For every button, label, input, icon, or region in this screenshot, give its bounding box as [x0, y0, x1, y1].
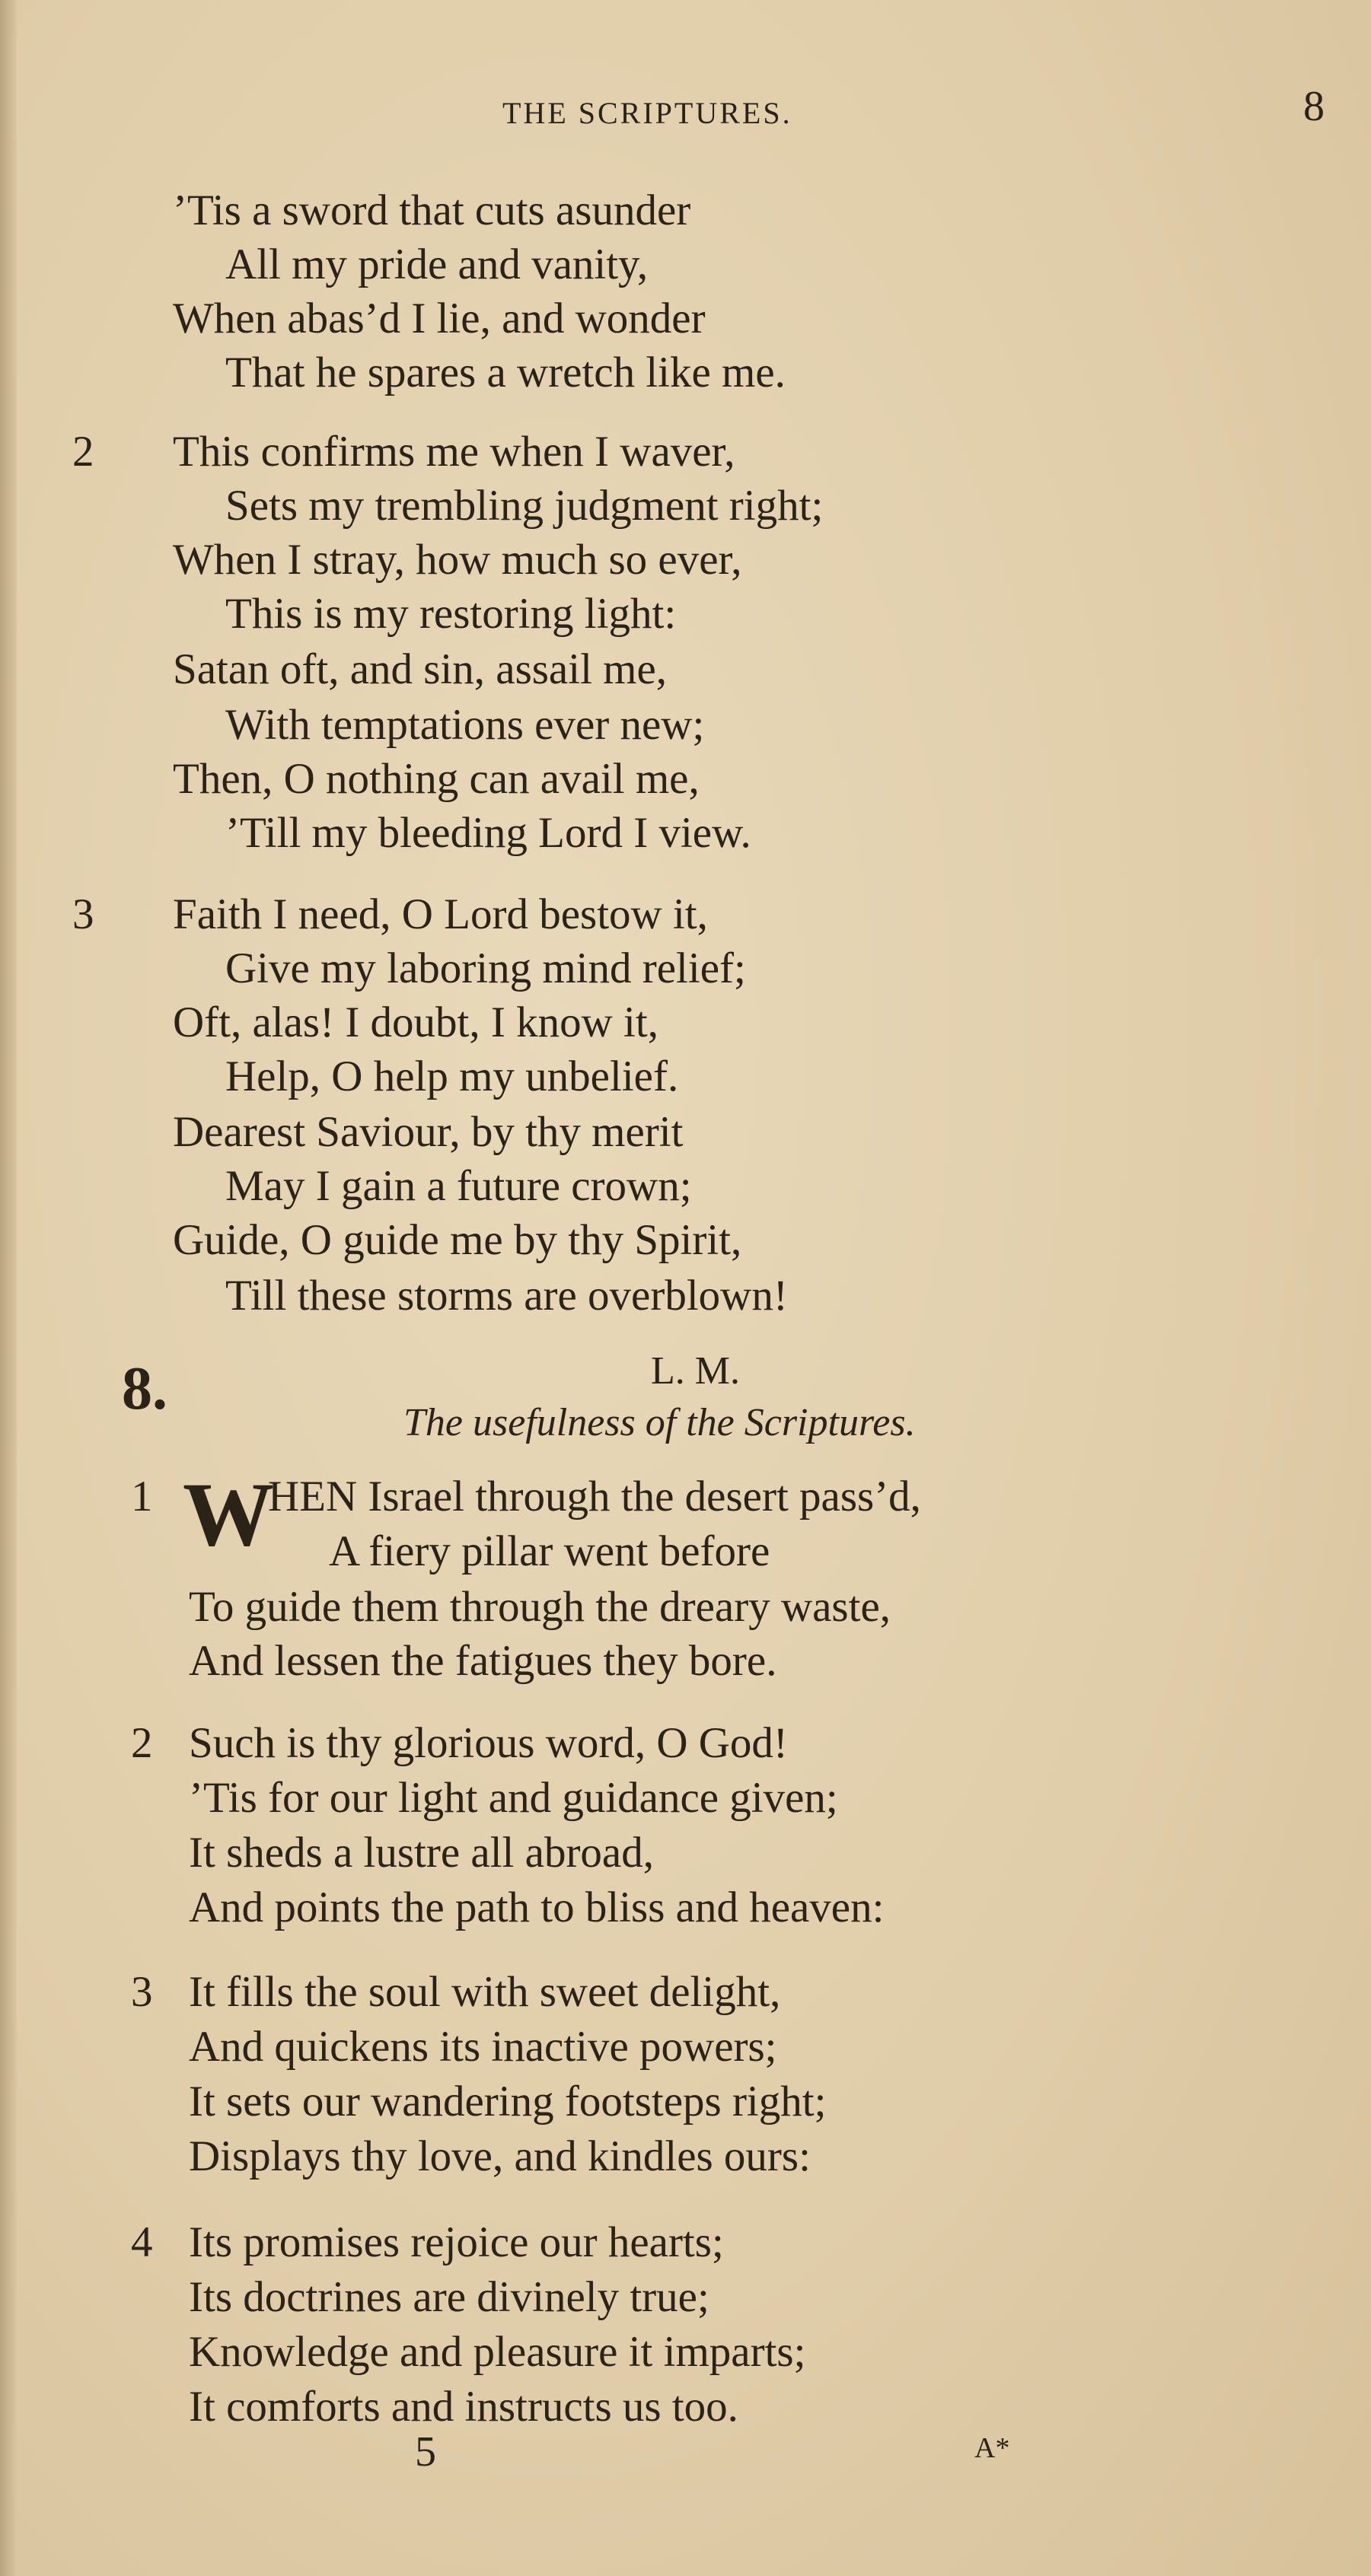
- verse-line: This confirms me when I waver,: [173, 428, 735, 476]
- verse-line: It fills the soul with sweet delight,: [189, 1968, 781, 2016]
- verse-line: When abas’d I lie, and wonder: [173, 295, 706, 342]
- verse-line: Its doctrines are divinely true;: [189, 2273, 709, 2321]
- page-number: 8: [1303, 83, 1325, 130]
- signature-number: 5: [415, 2428, 436, 2476]
- verse-line: May I gain a future crown;: [225, 1162, 692, 1210]
- stanza-number: 3: [131, 1968, 153, 2016]
- verse-line: ’Till my bleeding Lord I view.: [225, 809, 751, 857]
- verse-line: A fiery pillar went before: [329, 1527, 770, 1575]
- running-title: THE SCRIPTURES.: [502, 96, 792, 130]
- verse-line: ’Tis a sword that cuts asunder: [173, 186, 691, 234]
- verse-line: And lessen the fatigues they bore.: [189, 1637, 777, 1685]
- verse-line: It comforts and instructs us too.: [189, 2383, 738, 2431]
- verse-line: That he spares a wretch like me.: [225, 349, 786, 396]
- verse-line: Such is thy glorious word, O God!: [189, 1719, 788, 1767]
- signature-mark: A*: [974, 2432, 1010, 2464]
- verse-line: Till these storms are overblown!: [225, 1272, 788, 1320]
- page-edge: [0, 0, 17, 2576]
- hymn-meter: L. M.: [651, 1349, 740, 1393]
- drop-cap: W: [183, 1463, 274, 1565]
- verse-line: All my pride and vanity,: [225, 240, 649, 288]
- stanza-number: 2: [131, 1719, 153, 1767]
- verse-line: Oft, alas! I doubt, I know it,: [173, 998, 658, 1046]
- stanza-number: 1: [131, 1473, 153, 1520]
- verse-line: Then, O nothing can avail me,: [173, 755, 700, 803]
- verse-line: When I stray, how much so ever,: [173, 536, 742, 584]
- verse-line: With temptations ever new;: [225, 701, 705, 749]
- verse-line: And quickens its inactive powers;: [189, 2023, 777, 2071]
- verse-line: It sheds a lustre all abroad,: [189, 1829, 654, 1877]
- stanza-number: 4: [131, 2218, 153, 2266]
- verse-line: This is my restoring light:: [225, 590, 677, 638]
- verse-line: And points the path to bliss and heaven:: [189, 1883, 885, 1931]
- verse-line: Give my laboring mind relief;: [225, 944, 746, 992]
- verse-line: HEN Israel through the desert pass’d,: [268, 1473, 921, 1520]
- verse-line: Guide, O guide me by thy Spirit,: [173, 1216, 742, 1264]
- verse-line: Satan oft, and sin, assail me,: [173, 645, 668, 693]
- verse-line: Sets my trembling judgment right;: [225, 482, 824, 530]
- verse-line: Dearest Saviour, by thy merit: [173, 1108, 684, 1156]
- verse-line: Its promises rejoice our hearts;: [189, 2218, 724, 2266]
- stanza-number: 3: [72, 890, 94, 938]
- verse-line: ’Tis for our light and guidance given;: [189, 1774, 838, 1822]
- verse-line: Faith I need, O Lord bestow it,: [173, 890, 708, 938]
- hymn-title: The usefulness of the Scriptures.: [403, 1401, 916, 1444]
- hymn-number: 8.: [122, 1355, 167, 1422]
- verse-line: Displays thy love, and kindles ours:: [189, 2132, 811, 2180]
- verse-line: It sets our wandering footsteps right;: [189, 2078, 827, 2125]
- stanza-number: 2: [72, 428, 94, 476]
- verse-line: To guide them through the dreary waste,: [189, 1583, 891, 1631]
- verse-line: Knowledge and pleasure it imparts;: [189, 2328, 806, 2376]
- verse-line: Help, O help my unbelief.: [225, 1052, 679, 1100]
